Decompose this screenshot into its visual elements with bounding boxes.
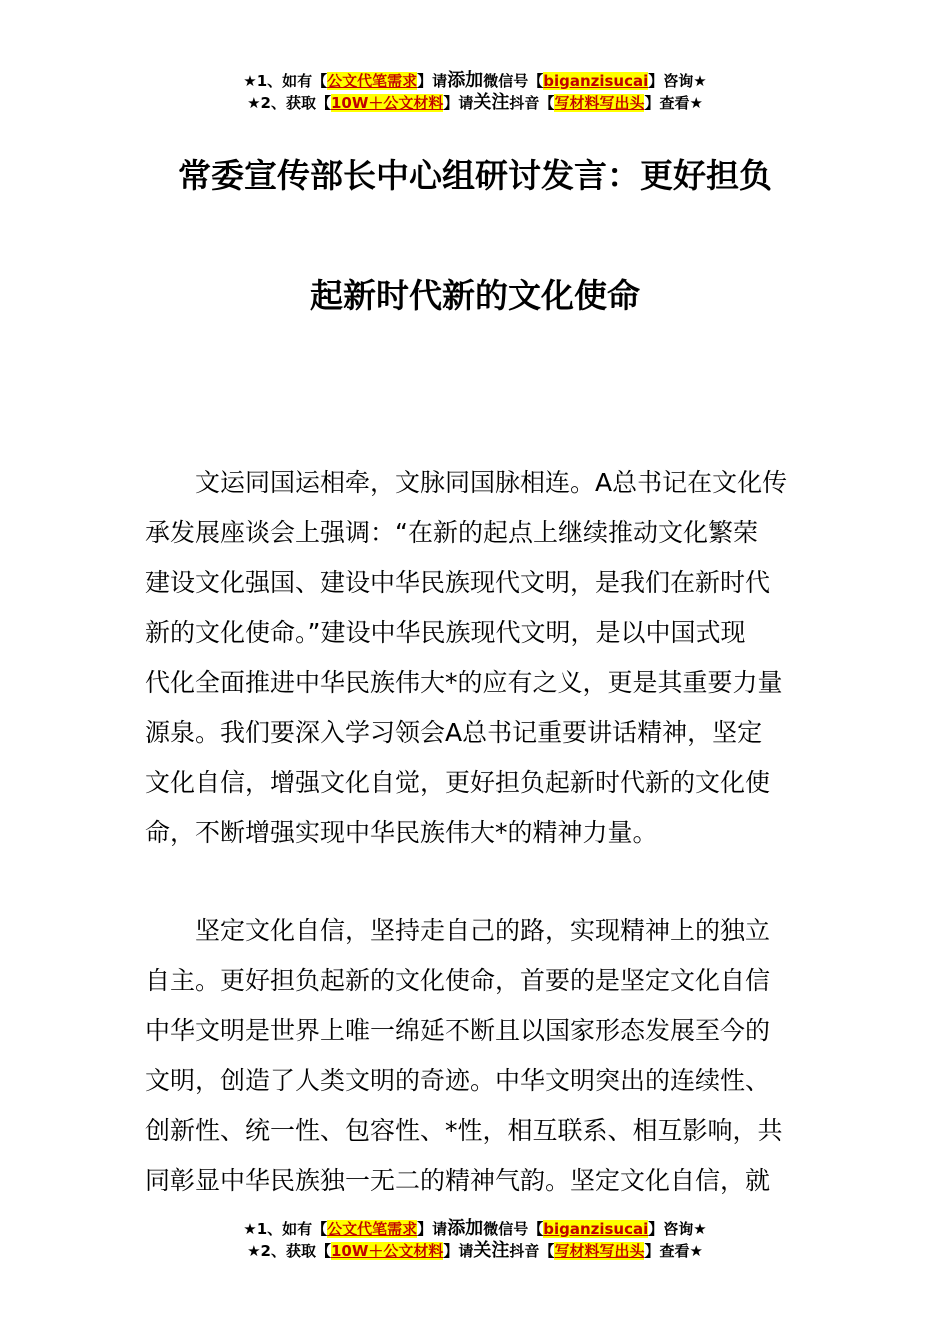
text-line: 文运同国运相牵，文脉同国脉相连。A总书记在文化传 xyxy=(145,468,788,497)
text-line: 新的文化使命。”建设中华民族现代文明，是以中国式现 xyxy=(145,618,746,647)
banner-highlight: 10W＋公文材料 xyxy=(330,1242,444,1260)
banner-highlight: 公文代笔需求 xyxy=(327,72,418,90)
document-title-line-1: 常委宣传部长中心组研讨发言：更好担负 xyxy=(178,156,772,195)
text-line: 文化自信，增强文化自觉，更好担负起新时代新的文化使 xyxy=(145,768,771,797)
banner-douyin-id: 写材料写出头 xyxy=(554,1242,645,1260)
banner-wechat-id: biganzisucai xyxy=(543,1220,649,1238)
document-title-line-2: 起新时代新的文化使命 xyxy=(310,276,640,315)
banner-line-1: ★1、如有【公文代笔需求】请添加微信号【biganzisucai】咨询★ xyxy=(243,1218,707,1239)
banner-highlight: 10W＋公文材料 xyxy=(330,94,444,112)
banner-wechat-id: biganzisucai xyxy=(543,72,649,90)
text-line: 文明，创造了人类文明的奇迹。中华文明突出的连续性、 xyxy=(145,1066,771,1095)
text-line: 自主。更好担负起新的文化使命，首要的是坚定文化自信 xyxy=(145,966,771,995)
paragraph-2 xyxy=(145,906,810,1206)
banner-line-1: ★1、如有【公文代笔需求】请添加微信号【biganzisucai】咨询★ xyxy=(243,70,707,91)
text-line: 同彰显中华民族独一无二的精神气韵。坚定文化自信，就 xyxy=(145,1166,771,1195)
header-banner xyxy=(0,70,950,114)
banner-line-2: ★2、获取【10W＋公文材料】请关注抖音【写材料写出头】查看★ xyxy=(247,1240,703,1261)
text-line: 坚定文化自信，坚持走自己的路，实现精神上的独立 xyxy=(145,916,771,945)
text-line: 代化全面推进中华民族伟大*的应有之义，更是其重要力量 xyxy=(145,668,783,697)
text-line: 中华文明是世界上唯一绵延不断且以国家形态发展至今的 xyxy=(145,1016,771,1045)
text-line: 承发展座谈会上强调：“在新的起点上继续推动文化繁荣 xyxy=(145,518,758,547)
text-line: 建设文化强国、建设中华民族现代文明，是我们在新时代 xyxy=(145,568,771,597)
text-line: 源泉。我们要深入学习领会A总书记重要讲话精神，坚定 xyxy=(145,718,763,747)
banner-line-2: ★2、获取【10W＋公文材料】请关注抖音【写材料写出头】查看★ xyxy=(247,92,703,113)
text-line: 创新性、统一性、包容性、*性，相互联系、相互影响，共 xyxy=(145,1116,783,1145)
banner-douyin-id: 写材料写出头 xyxy=(554,94,645,112)
text-line: 命，不断增强实现中华民族伟大*的精神力量。 xyxy=(145,818,658,847)
footer-banner xyxy=(0,1218,950,1262)
paragraph-1 xyxy=(145,458,810,858)
banner-highlight: 公文代笔需求 xyxy=(327,1220,418,1238)
